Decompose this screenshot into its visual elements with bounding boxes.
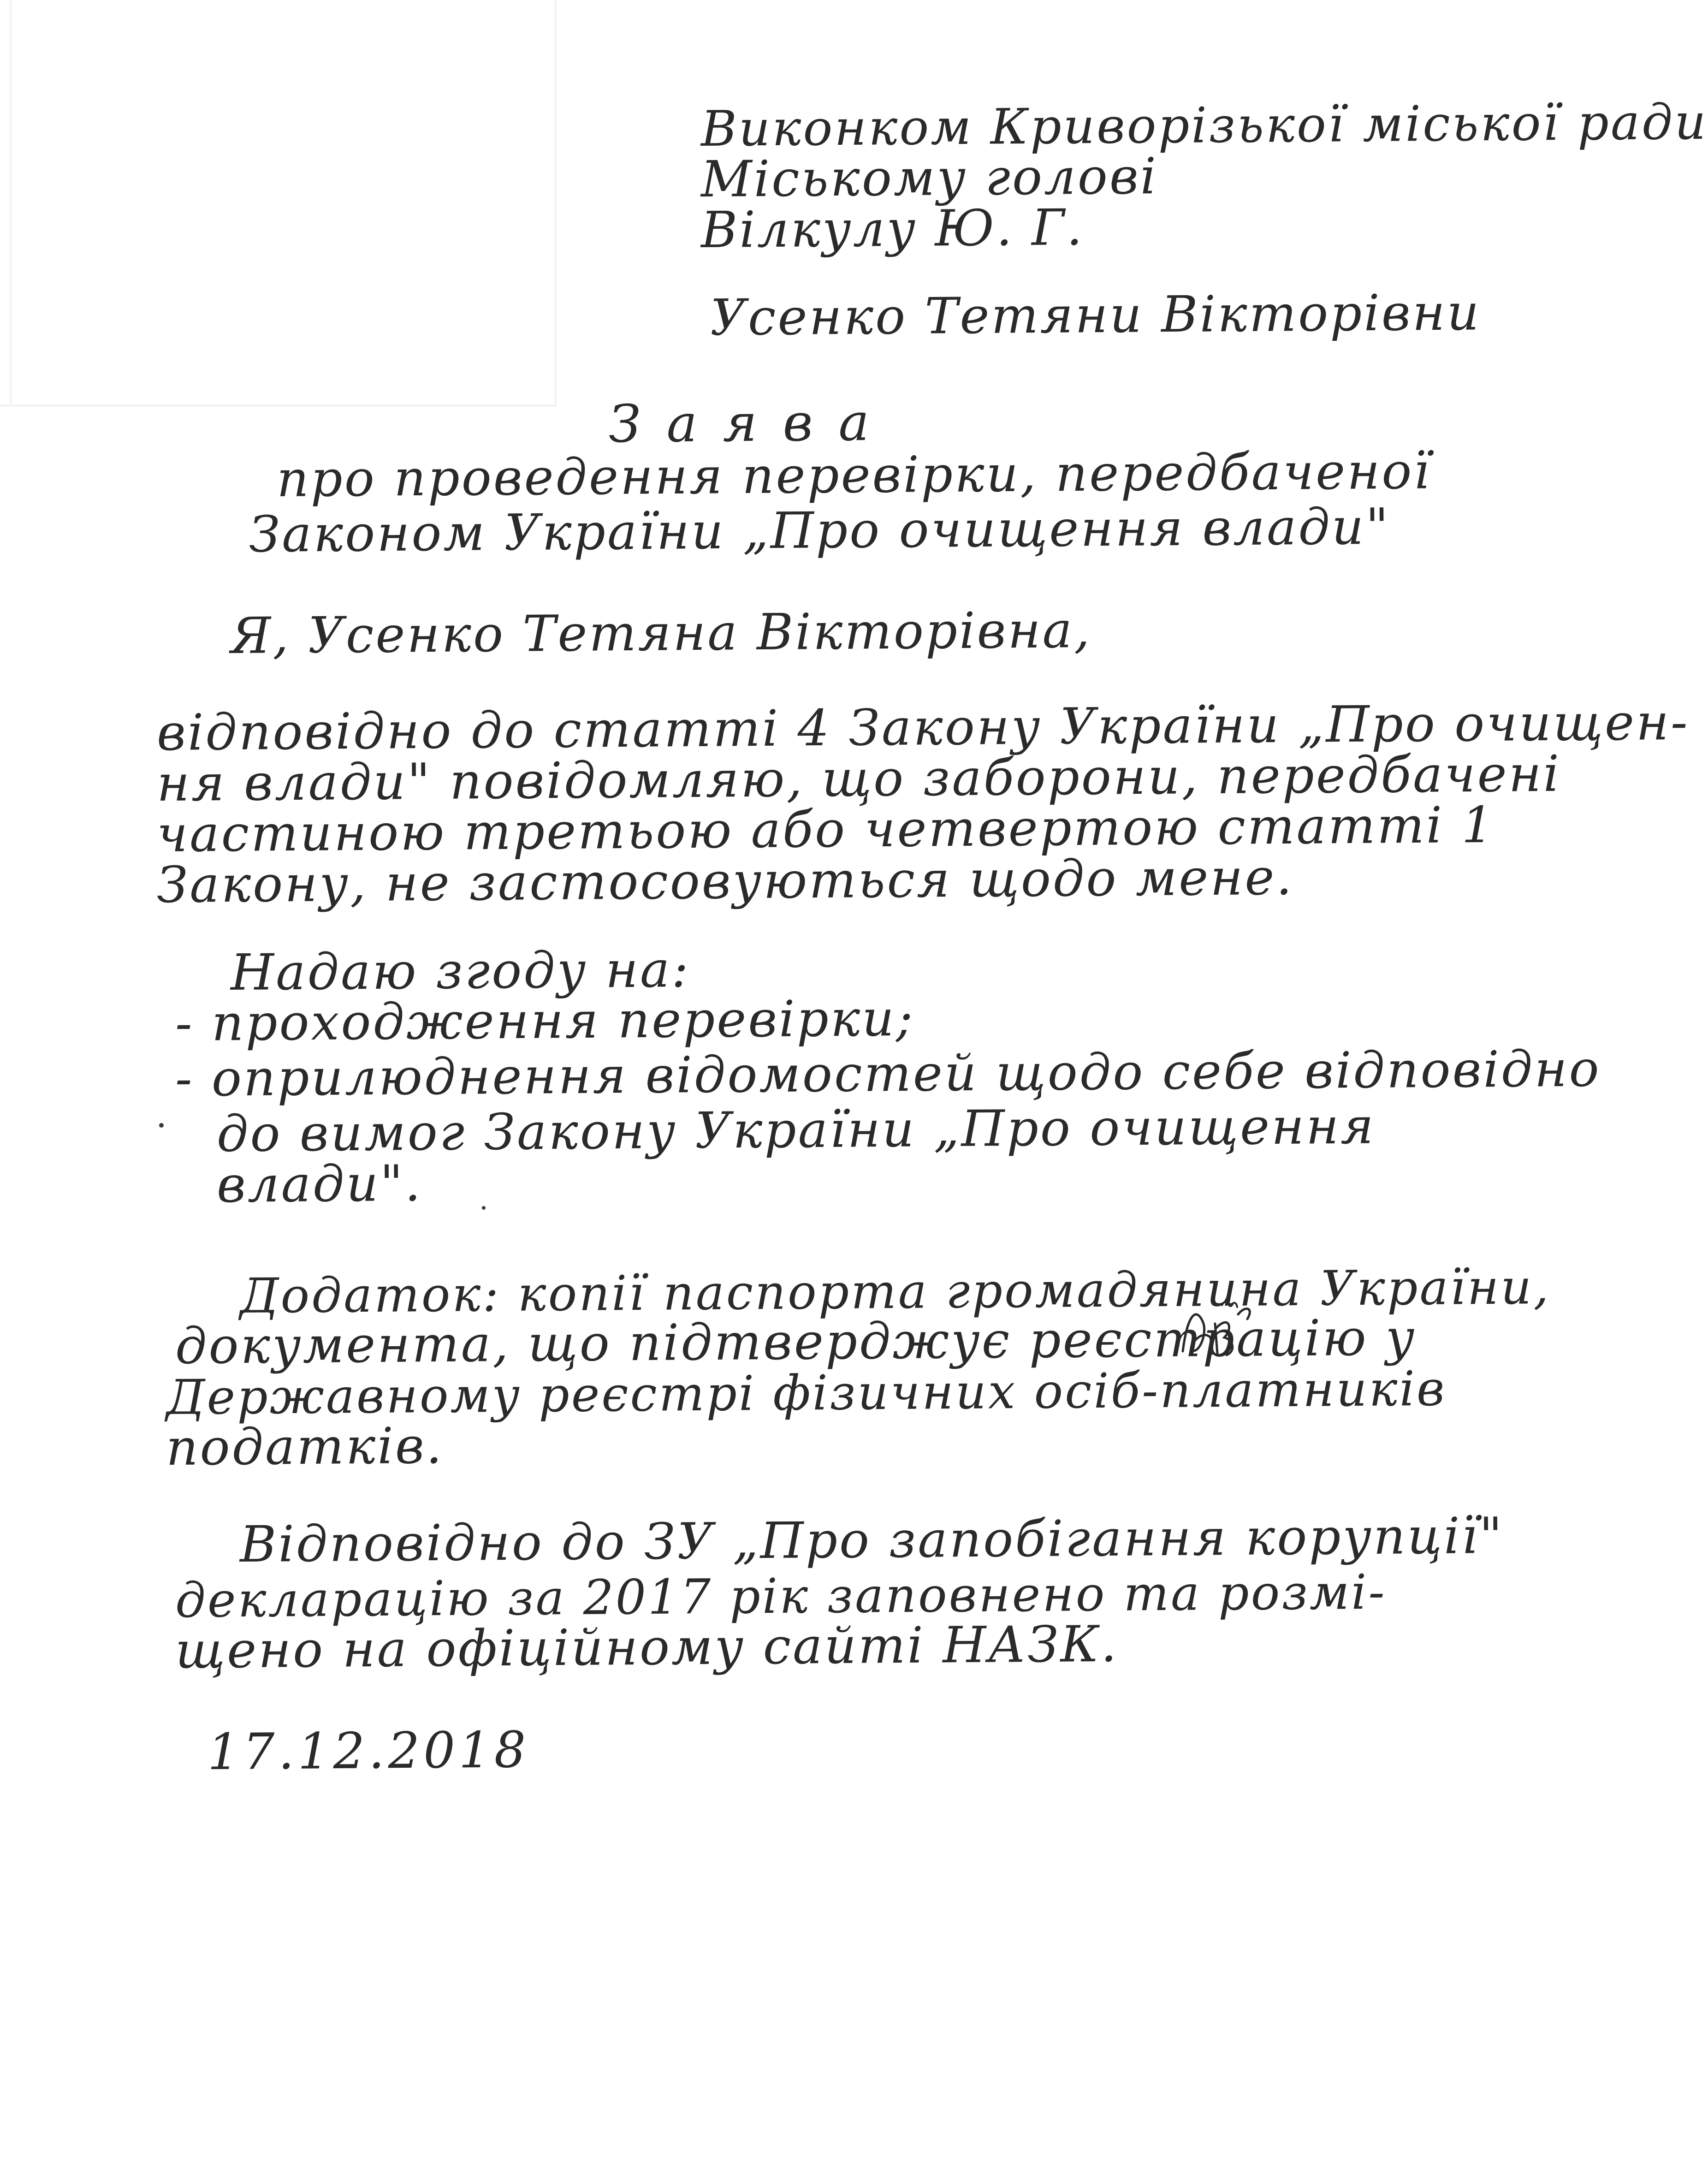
addressee-line-2: Міському голові <box>700 148 1158 208</box>
declaration-line-2: декларацію за 2017 рік заповнено та розмі- <box>175 1563 1387 1628</box>
sender-name: Усенко Тетяни Вікторівни <box>710 284 1481 347</box>
title-line-2: Законом України „Про очищення влади" <box>249 498 1391 564</box>
consent-line-1: - проходження перевірки; <box>175 989 915 1052</box>
declaration-line-3: щено на офіційному сайті НАЗК. <box>175 1615 1119 1680</box>
attachment-line-3: Державному реєстрі фізичних осіб-платників <box>166 1360 1447 1426</box>
addressee-line-1: Виконком Криворізької міської ради <box>700 93 1708 157</box>
signature <box>1178 1296 1266 1365</box>
attachment-line-4: податків. <box>166 1417 444 1477</box>
attachment-line-2: документа, що підтверджує реєстрацію у <box>175 1309 1417 1375</box>
declaration-line-1: Відповідно до ЗУ „Про запобігання корупції" <box>239 1507 1505 1574</box>
consent-line-4: влади". <box>216 1154 423 1214</box>
attachment-line-1: Додаток: копії паспорта громадянина України, <box>239 1259 1551 1324</box>
paragraph-1-line-2: ня влади" повідомляю, що заборони, передбачені <box>156 745 1561 813</box>
intro-line: Я, Усенко Тетяна Вікторівна, <box>230 601 1092 665</box>
consent-line-3: до вимог Закону України „Про очищення <box>216 1097 1376 1163</box>
document-heading: З а я в а <box>608 392 874 454</box>
paper-edge-vertical <box>555 0 557 406</box>
addressee-line-3: Вілкулу Ю. Г. <box>700 199 1085 259</box>
ink-dot <box>159 1123 164 1128</box>
paper-edge-left <box>10 0 12 406</box>
paragraph-1-line-1: відповідно до статті 4 Закону України „Про очищен- <box>156 693 1690 762</box>
ink-dot <box>482 1206 486 1210</box>
document-date: 17.12.2018 <box>207 1721 530 1781</box>
consent-line-2: - оприлюднення відомостей щодо себе відповідно <box>175 1040 1601 1108</box>
consent-intro: Надаю згоду на: <box>230 941 691 1002</box>
title-line-1: про проведення перевірки, передбаченої <box>276 442 1432 508</box>
paper-edge-horizontal <box>0 405 557 406</box>
paragraph-1-line-3: частиною третьою або четвертою статті 1 <box>156 796 1495 863</box>
paragraph-1-line-4: Закону, не застосовуються щодо мене. <box>156 848 1294 914</box>
